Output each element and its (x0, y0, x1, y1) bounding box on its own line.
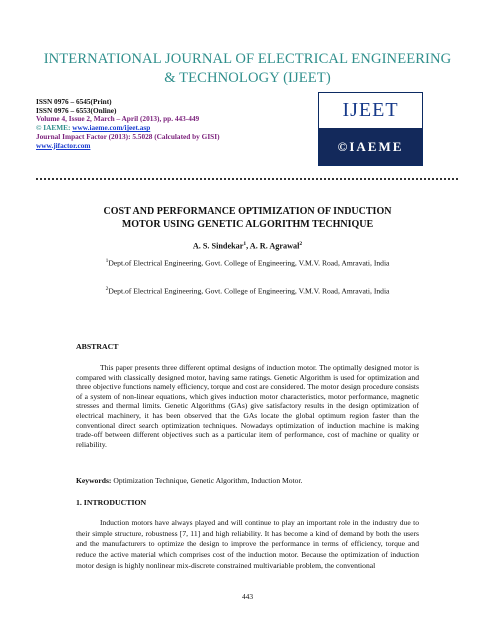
affiliation-1 (76, 257, 419, 268)
issn-print: ISSN 0976 – 6545(Print) (36, 97, 112, 106)
publisher-link[interactable]: www.iaeme.com/ijeet.asp (72, 123, 151, 133)
paper-title-line1: COST AND PERFORMANCE OPTIMIZATION OF INDUCTION (103, 206, 392, 217)
abstract-text: This paper presents three different optimal designs of induction motor. The optimally designed motor is compared with classically designed motor, having same ratings. Genetic Algorithm is used for optimization and three objective functions namely efficiency, torque and cost are considered. The motor design procedure consists of a system of non-linear equations, which gives induction motor characteristics, motor performance, magnetic stresses and thermal limits. Genetic Algorithms (GAs) give satisfactory results in the design optimization of electrical machinery, it has been observed that the GAs locate the global optimum region faster than the conventional direct search optimization techniques. Nowadays optimization of induction machine is making trade-off between different objectives such as a particular item of performance, cost of machine or quality or reliability. (76, 363, 419, 449)
affiliation-2-sup: 2 (105, 286, 109, 292)
affiliation-1-sup: 1 (105, 258, 109, 264)
paper-title (40, 206, 455, 231)
affiliation-1-text: Dept.of Electrical Engineering, Govt. College of Engineering, V.M.V. Road, Amravati, India (108, 258, 390, 268)
author-1: A. S. Sindekar (192, 241, 244, 251)
impact-factor: Journal Impact Factor (2013): 5.5028 (Calculated by GISI) (36, 131, 220, 141)
author-2-sup: 2 (299, 241, 303, 247)
author-2: A. R. Agrawal (249, 241, 300, 251)
keywords (76, 476, 419, 485)
issn-online: ISSN 0976 – 6553(Online) (36, 105, 117, 115)
author-1-sup: 1 (243, 241, 247, 247)
abstract-heading: ABSTRACT (76, 342, 119, 351)
logo-text-ijeet: IJEET (319, 93, 422, 127)
introduction-heading: 1. INTRODUCTION (76, 498, 147, 507)
publisher-label: © IAEME: (36, 123, 71, 133)
authors (0, 241, 495, 251)
dotted-divider (36, 178, 458, 180)
page-number: 443 (241, 592, 254, 601)
author-separator: , (246, 241, 250, 251)
introduction-text: Induction motors have always played and will continue to play an important role in the industry due to their simple structure, robustness [7, 11] and high reliability. It has become a kind of demand by both the users and the manufacturers to optimize the design to improve the performance in terms of efficiency, torque and reduce the active material which comprises cost of the induction motor. Because the optimization of induction motor design is highly nonlinear mix-discrete constrained multivariable problem, the conventional (76, 518, 419, 570)
journal-title (0, 50, 495, 88)
keywords-text: Optimization Technique, Genetic Algorithm, Induction Motor. (111, 476, 303, 485)
journal-title-line1: INTERNATIONAL JOURNAL OF ELECTRICAL ENGINEERING (43, 51, 452, 67)
keywords-label: Keywords: (76, 476, 112, 485)
paper-title-line2: MOTOR USING GENETIC ALGORITHM TECHNIQUE (121, 218, 374, 230)
affiliation-2 (76, 285, 419, 296)
affiliation-2-text: Dept.of Electrical Engineering, Govt. College of Engineering, V.M.V. Road, Amravati, India (108, 286, 390, 296)
jifactor-link[interactable]: www.jifactor.com (36, 140, 91, 150)
ijeet-logo (318, 92, 423, 166)
volume-info: Volume 4, Issue 2, March – April (2013), pp. 443-449 (36, 114, 200, 124)
issn-block (36, 98, 220, 150)
journal-title-line2: & TECHNOLOGY (IJEET) (164, 70, 331, 86)
logo-text-iaeme: ©IAEME (319, 128, 422, 165)
